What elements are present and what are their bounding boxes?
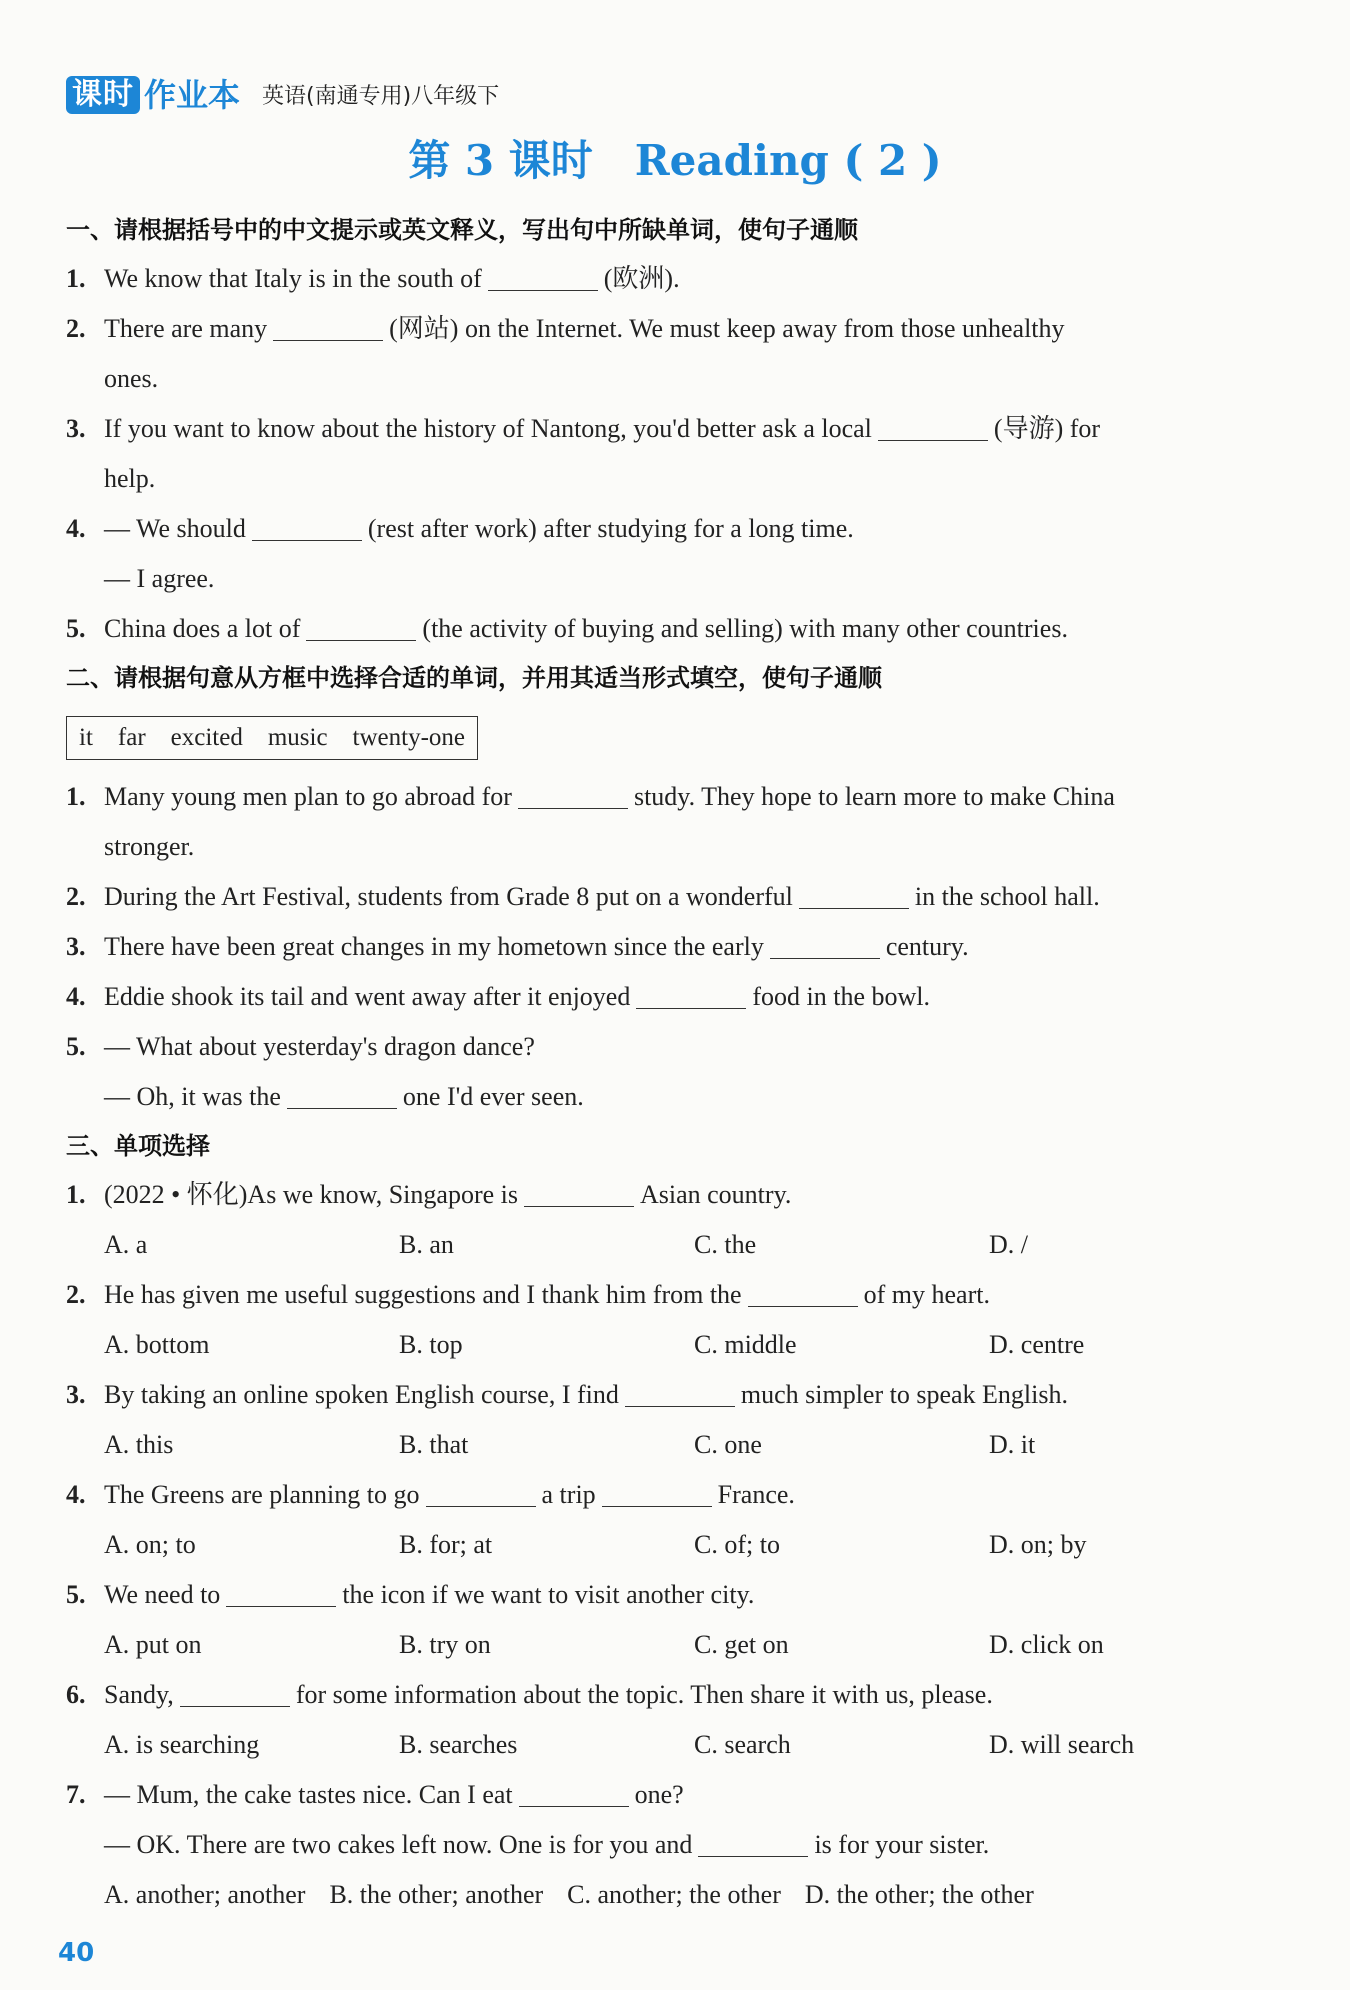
option-d[interactable]: D. will search: [989, 1730, 1135, 1759]
option-b[interactable]: B. an: [399, 1230, 454, 1259]
exercise-content: [66, 206, 1286, 1920]
s2-question-3: 3. There have been great changes in my hometown since the early century.: [66, 932, 969, 961]
answer-blank[interactable]: [180, 1680, 290, 1707]
option-a[interactable]: A. this: [104, 1430, 174, 1459]
s3-question-4: 4. The Greens are planning to go a trip France.: [66, 1480, 795, 1509]
subject-label: 英语(南通专用)八年级下: [262, 84, 500, 109]
section3-heading: 三、单项选择: [66, 1132, 210, 1160]
s3-question-1: 1. (2022 • 怀化)As we know, Singapore is Asian country.: [66, 1180, 792, 1209]
logo-badge: 课时: [66, 76, 140, 114]
option-c[interactable]: C. the: [694, 1230, 757, 1259]
option-a[interactable]: A. bottom: [104, 1330, 210, 1359]
s1-question-3: 3. If you want to know about the history of Nantong, you'd better ask a local (导游) for: [66, 414, 1101, 443]
answer-blank[interactable]: [306, 614, 416, 641]
s3-question-6: 6. Sandy, for some information about the topic. Then share it with us, please.: [66, 1680, 993, 1709]
option-c[interactable]: C. search: [694, 1730, 791, 1759]
option-a[interactable]: A. a: [104, 1230, 148, 1259]
s1-question-5: 5. China does a lot of (the activity of buying and selling) with many other countries.: [66, 614, 1068, 643]
option-c[interactable]: C. another; the other: [567, 1880, 781, 1909]
option-c[interactable]: C. middle: [694, 1330, 797, 1359]
s1-question-1: 1. We know that Italy is in the south of (欧洲).: [66, 264, 680, 293]
option-b[interactable]: B. try on: [399, 1630, 491, 1659]
option-c[interactable]: C. get on: [694, 1630, 789, 1659]
s2-question-5: 5. — What about yesterday's dragon dance?: [66, 1032, 535, 1061]
s2-question-1-cont: stronger.: [104, 832, 195, 861]
option-d[interactable]: D. centre: [989, 1330, 1085, 1359]
s3-question-3: 3. By taking an online spoken English course, I find much simpler to speak English.: [66, 1380, 1068, 1409]
page-title: 第 3 课时 Reading ( 2 ): [408, 136, 942, 185]
answer-blank[interactable]: [602, 1480, 712, 1507]
answer-blank[interactable]: [524, 1180, 634, 1207]
answer-blank[interactable]: [426, 1480, 536, 1507]
option-d[interactable]: D. on; by: [989, 1530, 1087, 1559]
option-b[interactable]: B. for; at: [399, 1530, 493, 1559]
answer-blank[interactable]: [698, 1830, 808, 1857]
s3-question-7-reply: — OK. There are two cakes left now. One is for you and is for your sister.: [104, 1830, 990, 1859]
s2-question-4: 4. Eddie shook its tail and went away after it enjoyed food in the bowl.: [66, 982, 931, 1011]
option-c[interactable]: C. one: [694, 1430, 762, 1459]
section2-heading: 二、请根据句意从方框中选择合适的单词，并用其适当形式填空，使句子通顺: [66, 664, 882, 692]
option-d[interactable]: D. /: [989, 1230, 1028, 1259]
option-b[interactable]: B. searches: [399, 1730, 518, 1759]
answer-blank[interactable]: [636, 982, 746, 1009]
option-b[interactable]: B. the other; another: [329, 1880, 544, 1909]
option-b[interactable]: B. top: [399, 1330, 463, 1359]
s3-q6-options: [66, 1720, 1286, 1770]
answer-blank[interactable]: [878, 414, 988, 441]
s3-question-7: 7. — Mum, the cake tastes nice. Can I eat one?: [66, 1780, 684, 1809]
answer-blank[interactable]: [770, 932, 880, 959]
answer-blank[interactable]: [226, 1580, 336, 1607]
answer-blank[interactable]: [287, 1082, 397, 1109]
answer-blank[interactable]: [519, 1780, 629, 1807]
s3-question-5: 5. We need to the icon if we want to visit another city.: [66, 1580, 755, 1609]
s1-question-3-cont: help.: [104, 464, 156, 493]
section1-heading: 一、请根据括号中的中文提示或英文释义，写出句中所缺单词，使句子通顺: [66, 216, 858, 244]
logo-text: 作业本: [144, 76, 241, 114]
answer-blank[interactable]: [799, 882, 909, 909]
option-b[interactable]: B. that: [399, 1430, 469, 1459]
word-bank-box: it far excited music twenty-one: [66, 716, 478, 760]
option-d[interactable]: D. it: [989, 1430, 1036, 1459]
logo: [66, 76, 240, 114]
s3-q4-options: [66, 1520, 1286, 1570]
option-a[interactable]: A. put on: [104, 1630, 202, 1659]
answer-blank[interactable]: [488, 264, 598, 291]
page-number: 40: [58, 1938, 95, 1968]
answer-blank[interactable]: [252, 514, 362, 541]
answer-blank[interactable]: [748, 1280, 858, 1307]
option-d[interactable]: D. click on: [989, 1630, 1104, 1659]
option-a[interactable]: A. another; another: [104, 1880, 306, 1909]
answer-blank[interactable]: [625, 1380, 735, 1407]
s3-question-2: 2. He has given me useful suggestions and I thank him from the of my heart.: [66, 1280, 990, 1309]
option-d[interactable]: D. the other; the other: [804, 1880, 1034, 1909]
option-a[interactable]: A. is searching: [104, 1730, 260, 1759]
s2-question-1: 1. Many young men plan to go abroad for study. They hope to learn more to make China: [66, 782, 1115, 811]
s1-question-2-cont: ones.: [104, 364, 159, 393]
s3-q1-options: [66, 1220, 1286, 1270]
s1-question-2: 2. There are many (网站) on the Internet. We must keep away from those unhealthy: [66, 314, 1065, 343]
s1-question-4: 4. — We should (rest after work) after studying for a long time.: [66, 514, 854, 543]
s3-q3-options: [66, 1420, 1286, 1470]
s3-q2-options: [66, 1320, 1286, 1370]
s2-question-2: 2. During the Art Festival, students from Grade 8 put on a wonderful in the school hall.: [66, 882, 1100, 911]
answer-blank[interactable]: [273, 314, 383, 341]
option-c[interactable]: C. of; to: [694, 1530, 780, 1559]
s3-q5-options: [66, 1620, 1286, 1670]
s2-question-5-reply: — Oh, it was the one I'd ever seen.: [104, 1082, 584, 1111]
option-a[interactable]: A. on; to: [104, 1530, 196, 1559]
page-header: [66, 70, 499, 114]
s3-q7-options: [66, 1870, 1286, 1920]
s1-question-4-reply: — I agree.: [104, 564, 215, 593]
answer-blank[interactable]: [518, 782, 628, 809]
